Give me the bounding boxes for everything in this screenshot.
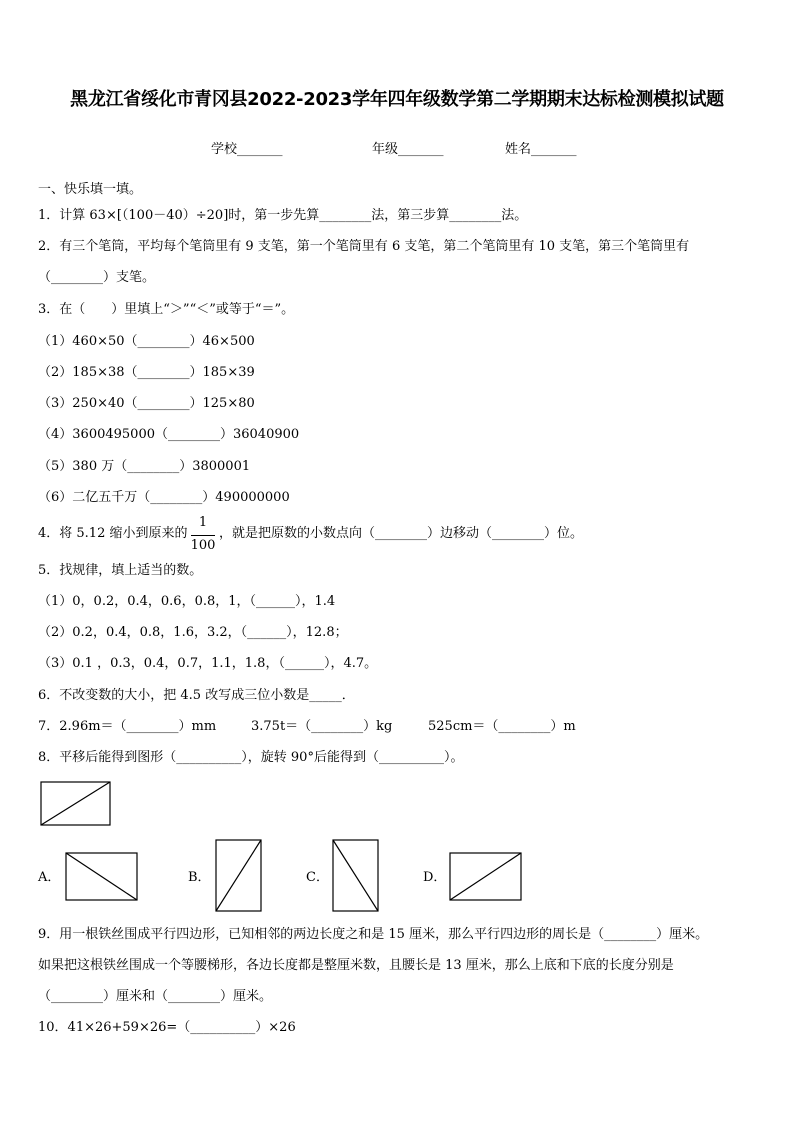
question-5-item: （1）0，0.2，0.4，0.6，0.8，1，（______），1.4 [38, 594, 336, 609]
question-3: 3．在（ ）里填上“＞”“＜”或等于“＝”。 [38, 302, 295, 317]
name-field[interactable]: 姓名_______ [505, 142, 577, 157]
option-c-figure[interactable] [332, 839, 380, 913]
option-b-figure[interactable] [215, 839, 263, 913]
fraction-numerator: 1 [198, 515, 208, 530]
option-d-label: D． [423, 870, 447, 885]
page-title: 黑龙江省绥化市青冈县2022-2023学年四年级数学第二学期期末达标检测模拟试题 [70, 89, 724, 110]
question-8: 8．平移后能得到图形（__________），旋转 90°后能得到（__________）。 [38, 750, 464, 765]
option-a-figure[interactable] [65, 852, 139, 902]
question-5: 5．找规律，填上适当的数。 [38, 563, 203, 578]
option-b-label: B． [188, 870, 211, 885]
question-3-item: （6）二亿五千万（________）490000000 [38, 490, 290, 505]
question-3-item: （3）250×40（________）125×80 [38, 396, 255, 411]
question-1: 1．计算 63×[（100－40）÷20]时，第一步先算________法，第三步算________法。 [38, 208, 528, 223]
question-2-line-2: （________）支笔。 [38, 270, 156, 285]
option-d-figure[interactable] [449, 852, 523, 902]
question-7-part-3: 525cm＝（________）m [428, 719, 576, 734]
question-3-item: （1）460×50（________）46×500 [38, 334, 255, 349]
section-heading: 一、快乐填一填。 [38, 182, 143, 197]
question-5-item: （3）0.1 ，0.3，0.4，0.7，1.1，1.8，（______），4.7。 [38, 656, 378, 671]
question-9-line-3: （________）厘米和（________）厘米。 [38, 989, 273, 1004]
question-6: 6．不改变数的大小，把 4.5 改写成三位小数是_____． [38, 688, 355, 703]
question-9-line-2: 如果把这根铁丝围成一个等腰梯形，各边长度都是整厘米数，且腰长是 13 厘米，那么上底和下底的长度分别是 [38, 958, 674, 973]
question-2-line-1: 2．有三个笔筒，平均每个笔筒里有 9 支笔，第一个笔筒里有 6 支笔，第二个笔筒里有 10 支笔，第三个笔筒里有 [38, 239, 690, 254]
option-a-label: A． [38, 870, 61, 885]
question-7-part-1: 7．2.96m＝（________）mm [38, 719, 217, 734]
question-3-item: （4）3600495000（________）36040900 [38, 427, 300, 442]
question-3-item: （2）185×38（________）185×39 [38, 365, 255, 380]
question-10: 10．41×26+59×26=（__________）×26 [38, 1020, 296, 1035]
grade-field[interactable]: 年级_______ [372, 142, 444, 157]
original-figure [40, 781, 112, 827]
question-4-after: ，就是把原数的小数点向（________）边移动（________）位。 [219, 526, 584, 541]
question-4-before: 4．将 5.12 缩小到原来的 [38, 526, 188, 541]
question-7-part-2: 3.75t＝（________）kg [251, 719, 393, 734]
option-c-label: C． [306, 870, 329, 885]
school-field[interactable]: 学校_______ [211, 142, 283, 157]
fraction-bar [191, 535, 215, 536]
question-9-line-1: 9．用一根铁丝围成平行四边形，已知相邻的两边长度之和是 15 厘米，那么平行四边形的周长是（________）厘米。 [38, 927, 709, 942]
fraction-denominator: 100 [190, 538, 216, 553]
question-5-item: （2）0.2，0.4，0.8，1.6，3.2，（______），12.8； [38, 625, 348, 640]
question-3-item: （5）380 万（________）3800001 [38, 459, 251, 474]
fraction [189, 515, 217, 555]
